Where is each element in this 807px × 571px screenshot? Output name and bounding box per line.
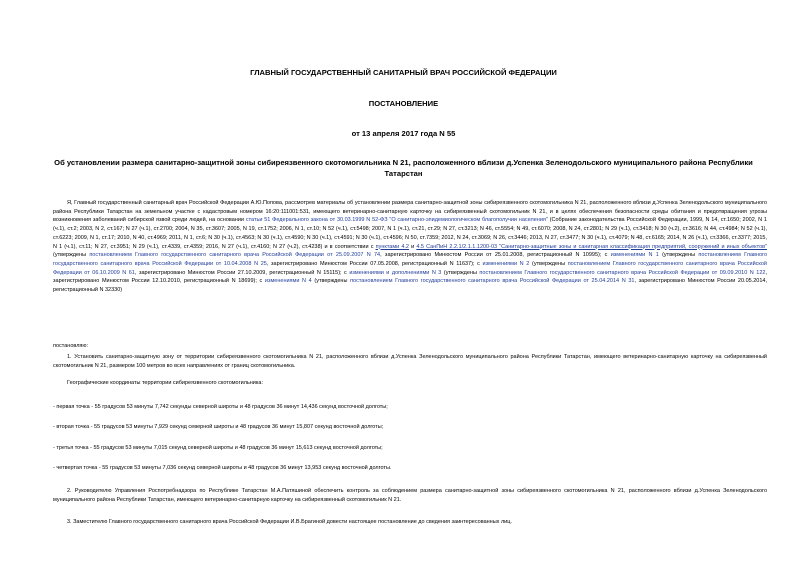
preamble-text: (утверждены (441, 269, 480, 276)
preamble-text: (Собрание законодательства Российской Федерации, 1999, N 14, ст.1650; 2002, N 1 (ч.1), ст.2; 2003, N 2, ст.167; N 27 (ч.1), ст.2700; 2004, N 35, ст.3607; 2005, N 19, ст.1752; 2006, N 1, ст.10; N 52 (ч.1), ст.5498; 2007, N 1 (ч.1), ст.21, ст.29; N 27, ст.3213; N 46, ст.5554; N 49, ст.6070; 2008, N 24, ст.2801; N 29 (ч.1), ст.3418; N 30 (ч.2), ст.3616; N 44, ст.4984; N 52 (ч.1), ст.6223; 2009, N 1, ст.17; 2010, N 40, ст.4969; 2011, N 1, ст.6; N 30 (ч.1), ст.4563; N 30 (ч.1), ст.4590; N 30 (ч.1), ст.4591; N 30 (ч.1), ст.4596; N 50, ст.7359; 2012, N 24, ст.3069; N 26, ст.3446; 2013, N 27, ст.3477; N 30 (ч.1), ст.4079; N 48, ст.6165; 2014, N 26 (ч.1), ст.3366, ст.3377; 2015, N 1 (ч.1), ст.11; N 27, ст.3951; N 29 (ч.1), ст.4339, ст.4359; 2016, N 27 (ч.1), ст.4160; N 27 (ч.2), ст.4238) и в соответствии с (53, 217, 767, 250)
document-title: Об установлении размера санитарно-защитной зоны сибиреязвенного скотомогильника N 21, расположенного вблизи д.Успенка Зеленодольского муниципального района Республики Татарстан (54, 158, 753, 178)
link-decree-61[interactable]: постановлением Главного государственного санитарного врача Российской Федерации от 06.10.2009 N 61 (53, 260, 767, 276)
link-decree-74[interactable]: постановлением Главного государственного санитарного врача Российской Федерации от 25.09.2007 N 74 (89, 252, 381, 259)
preamble-text: Я, Главный государственный санитарный врач Российской Федерации А.Ю.Попова, рассмотрев материалы об установлении размера санитарно-защитной зоны сибиреязвенного скотомогильника N 21, расположенного вблизи д.Успенка Зеленодольского муниципального района Республики Татарстан на земельном участке с кадастровым номером 16:20:111001:531, имеющего ветеринарно-санитарную карточку на сибиреязвенный скотомогильник N 21, и в целях обеспечения безопасности среды обитания и предотвращения угрозы возникновения заболеваний сибирской язвой среди людей, на основании (53, 200, 767, 224)
preamble-text: (утверждены (658, 252, 699, 259)
preamble-text: и (408, 243, 417, 250)
link-sanpin-items-4-2[interactable]: пунктами 4.2 (375, 243, 409, 250)
preamble-text: , зарегистрировано Минюстом России от 25.01.2008, регистрационный N 10995); с (380, 252, 611, 259)
link-changes-2[interactable]: изменениями N 2 (482, 260, 530, 267)
preamble-text: (утверждены (53, 252, 90, 259)
link-sanpin-4-5[interactable]: 4.5 СанПиН 2.2.1/2.1.1.1200-03 "Санитарно-защитные зоны и санитарная классификация предприятий, сооружений и иных объектов" (416, 243, 768, 250)
link-changes-1[interactable]: изменениями N 1 (610, 252, 659, 259)
resolve-word: постановляю: (53, 343, 89, 349)
coordinates-intro: Географические координаты территории сибиреязвенного скотомогильника: (67, 380, 263, 386)
preamble-text: (утверждены (529, 260, 568, 267)
link-changes-3[interactable]: изменениями и дополнениями N 3 (349, 269, 442, 276)
item-2-paragraph: 2. Руководителю Управления Роспотребнадзора по Республике Татарстан М.А.Патяшиной обеспечить контроль за соблюдением размера санитарно-защитной зоны сибиреязвенного скотомогильника N 21, расположенного вблизи д.Успенка Зеленодольского муниципального района Республики Татарстан, имеющего ветеринарно-санитарную карточку на сибиреязвенный скотомогильник N 21. (53, 488, 767, 503)
link-decree-122[interactable]: постановлением Главного государственного санитарного врача Российской Федерации от 09.09.2010 N 122 (479, 269, 766, 276)
preamble-paragraph (53, 199, 767, 295)
document-date-number: от 13 апреля 2017 года N 55 (351, 129, 456, 138)
link-decree-25[interactable]: постановлением Главного государственного санитарного врача Российской Федерации от 10.04.2008 N 25 (53, 252, 768, 267)
document-type: ПОСТАНОВЛЕНИЕ (368, 99, 439, 108)
coordinate-point-1: - первая точка - 55 градусов 53 минуты 7,742 секунды северной широты и 48 градусов 36 минут 14,436 секунд восточной долготы; (53, 404, 388, 410)
preamble-text: , зарегистрировано Минюстом России 07.05.2008, регистрационный N 11637); с (266, 260, 483, 267)
link-decree-31[interactable]: постановлением Главного государственного санитарного врача Российской Федерации от 25.04.2014 N 31 (350, 278, 635, 285)
link-federal-law-52fz[interactable]: статьи 51 Федерального закона от 30.03.1999 N 52-ФЗ "О санитарно-эпидемиологическом благополучии населения" (245, 217, 548, 224)
coordinate-point-4: - четвертая точка - 55 градусов 53 минуты 7,036 секунд северной широты и 48 градусов 36 минут 13,953 секунд восточной долготы. (53, 465, 392, 471)
link-changes-4[interactable]: изменениями N 4 (264, 278, 312, 285)
coordinate-point-2: - вторая точка - 55 градусов 53 минуты 7,929 секунд северной широты и 48 градусов 36 минут 15,807 секунд восточной долготы; (53, 424, 384, 430)
item-1-paragraph: 1. Установить санитарно-защитную зону от территории сибиреязвенного скотомогильника N 21, расположенного вблизи д.Успенка Зеленодольского муниципального района Республики Татарстан, имеющего ветеринарно-санитарную карточку на сибиреязвенный скотомогильник N 21, размером 100 метров во всех направлениях от границ скотомогильника. (53, 354, 767, 369)
item-3-paragraph: 3. Заместителю Главного государственного санитарного врача Российской Федерации И.В.Брагиной довести настоящее постановление до сведения заинтересованных лиц. (67, 519, 512, 525)
preamble-text: , зарегистрировано Минюстом России 20.05.2014, регистрационный N 32330) (53, 278, 767, 294)
preamble-text: (утверждены (311, 278, 351, 285)
preamble-text: , зарегистрировано Минюстом России 12.10.2010, регистрационный N 18699); с (53, 269, 767, 285)
issuing-authority: ГЛАВНЫЙ ГОСУДАРСТВЕННЫЙ САНИТАРНЫЙ ВРАЧ РОССИЙСКОЙ ФЕДЕРАЦИИ (250, 68, 557, 77)
preamble-text: , зарегистрировано Минюстом России 27.10.2009, регистрационный N 15115); с (134, 269, 350, 276)
coordinate-point-3: - третья точка - 55 градусов 53 минуты 7,015 секунд северной широты и 48 градусов 36 минут 15,613 секунд восточной долготы; (53, 445, 383, 451)
